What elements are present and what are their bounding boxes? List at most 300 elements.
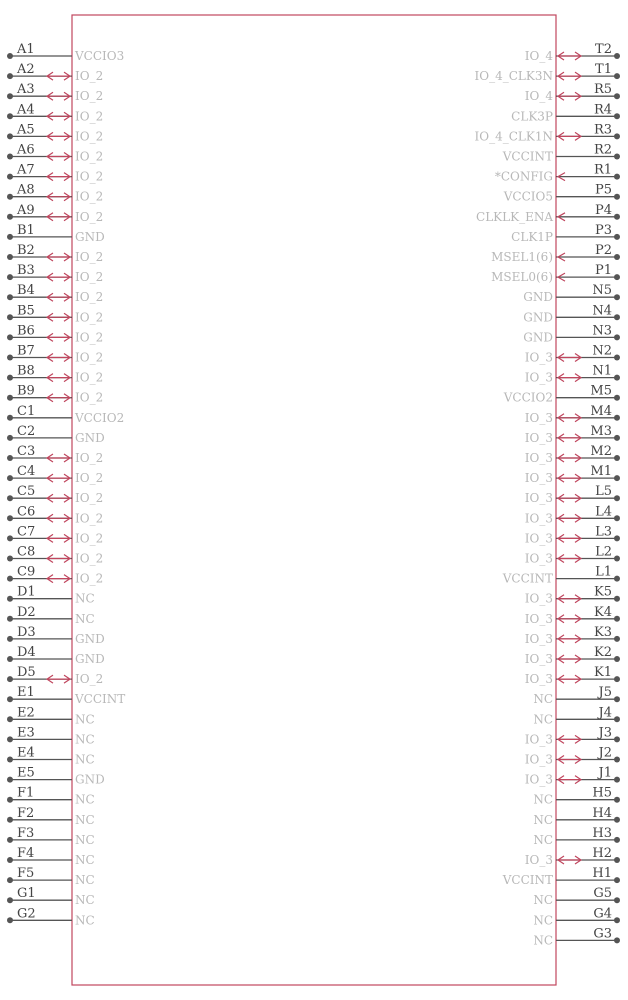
pin-right[interactable] [503, 384, 620, 405]
pin-right[interactable] [495, 163, 620, 184]
pin-number: L4 [595, 504, 612, 520]
pin-signal-label: NC [533, 712, 553, 727]
pin-left[interactable] [7, 866, 95, 887]
pin-left[interactable] [7, 143, 103, 164]
pin-number: B8 [17, 363, 35, 379]
bidirectional-arrow-icon [47, 193, 70, 201]
pin-number: C1 [17, 403, 36, 419]
pin-right[interactable] [525, 846, 620, 867]
pin-left[interactable] [7, 102, 103, 123]
pin-endpoint-dot [7, 334, 13, 340]
pin-endpoint-dot [614, 294, 620, 300]
bidirectional-arrow-icon [47, 374, 70, 382]
pin-signal-label: IO_4 [524, 49, 553, 63]
pin-endpoint-dot [614, 375, 620, 381]
pin-endpoint-dot [614, 133, 620, 139]
pin-left[interactable] [7, 524, 103, 545]
pin-number: R5 [593, 82, 612, 98]
pin-right[interactable] [511, 223, 620, 244]
pin-signal-label: GND [523, 290, 553, 305]
pin-right[interactable] [525, 424, 620, 445]
pin-number: D2 [17, 604, 36, 620]
pin-right[interactable] [533, 685, 620, 706]
pin-left[interactable] [7, 484, 103, 505]
pin-number: C6 [17, 504, 36, 520]
pin-right[interactable] [533, 806, 620, 827]
pin-signal-label: IO_4_CLK1N [474, 129, 553, 144]
pin-number: L2 [595, 544, 612, 560]
pin-number: D4 [17, 645, 36, 660]
pin-signal-label: NC [533, 792, 553, 807]
bidirectional-arrow-icon [558, 474, 581, 482]
pin-number: T2 [595, 42, 612, 57]
pin-endpoint-dot [7, 274, 13, 280]
pin-right[interactable] [475, 122, 620, 143]
pin-signal-label: IO_3 [524, 772, 553, 787]
pin-signal-label: IO_2 [75, 109, 104, 124]
pin-signal-label: IO_3 [524, 652, 553, 666]
bidirectional-arrow-icon [558, 615, 581, 623]
pin-signal-label: VCCINT [502, 149, 553, 164]
pin-signal-label: IO_3 [524, 551, 553, 566]
pin-right[interactable] [525, 484, 620, 505]
pin-number: H4 [592, 805, 612, 821]
pin-signal-label: NC [75, 853, 95, 867]
pin-signal-label: GND [75, 430, 105, 445]
pin-signal-label: IO_2 [75, 169, 104, 184]
pin-endpoint-dot [7, 535, 13, 541]
pin-signal-label: IO_2 [75, 451, 104, 465]
pin-signal-label: GND [75, 652, 105, 666]
pin-signal-label: IO_2 [75, 350, 104, 365]
pin-right[interactable] [511, 102, 620, 123]
pin-left[interactable] [7, 565, 103, 586]
bidirectional-arrow-icon [47, 153, 70, 161]
pin-right[interactable] [533, 906, 620, 927]
pin-number: B9 [17, 383, 35, 399]
pin-endpoint-dot [614, 616, 620, 622]
pin-signal-label: IO_2 [75, 89, 104, 104]
pin-signal-label: IO_2 [75, 189, 104, 204]
pin-left[interactable] [7, 806, 95, 827]
pin-right[interactable] [525, 746, 620, 767]
pin-left[interactable] [7, 786, 95, 807]
bidirectional-arrow-icon [47, 494, 70, 502]
pin-left[interactable] [7, 665, 103, 686]
pin-right[interactable] [502, 866, 620, 887]
pin-signal-label: NC [75, 591, 95, 606]
pin-signal-label: NC [75, 893, 95, 908]
pin-endpoint-dot [614, 53, 620, 59]
pin-number: C5 [17, 484, 36, 500]
pin-signal-label: IO_3 [524, 350, 553, 365]
bidirectional-arrow-icon [47, 253, 70, 261]
pin-left[interactable] [7, 705, 95, 726]
pin-number: C2 [17, 423, 36, 439]
pin-right[interactable] [533, 826, 620, 847]
pin-signal-label: GND [75, 772, 105, 787]
pin-right[interactable] [475, 62, 620, 83]
pin-left[interactable] [7, 846, 95, 867]
pin-endpoint-dot [7, 576, 13, 582]
pin-signal-label: VCCIO2 [503, 390, 553, 405]
pin-left[interactable] [7, 545, 103, 566]
pin-signal-label: IO_2 [75, 129, 104, 144]
pin-number: G1 [17, 886, 36, 902]
pin-number: A7 [17, 162, 35, 178]
bidirectional-arrow-icon [47, 72, 70, 80]
pin-number: A8 [17, 182, 35, 198]
pin-number: B2 [17, 243, 35, 258]
pin-endpoint-dot [7, 294, 13, 300]
bidirectional-arrow-icon [47, 394, 70, 402]
pin-number: J3 [598, 725, 612, 741]
bidirectional-arrow-icon [47, 112, 70, 120]
pin-left[interactable] [7, 183, 103, 204]
pin-right[interactable] [502, 143, 620, 164]
pin-left[interactable] [7, 203, 103, 224]
pin-number: J4 [598, 705, 612, 721]
pin-right[interactable] [525, 625, 620, 646]
pin-signal-label: GND [75, 631, 105, 646]
pin-right[interactable] [533, 886, 620, 907]
pin-right[interactable] [525, 524, 620, 545]
pin-endpoint-dot [614, 636, 620, 642]
pin-left[interactable] [7, 504, 103, 525]
pin-right[interactable] [525, 665, 620, 686]
pin-right[interactable] [525, 42, 620, 63]
pin-left[interactable] [7, 444, 103, 465]
pin-left[interactable] [7, 122, 103, 143]
pin-signal-label: IO_2 [75, 330, 104, 345]
pin-left[interactable] [7, 605, 95, 626]
pin-endpoint-dot [614, 355, 620, 361]
pin-right[interactable] [523, 323, 620, 344]
pin-right[interactable] [502, 565, 620, 586]
pin-left[interactable] [7, 906, 95, 927]
pin-right[interactable] [525, 545, 620, 566]
pin-endpoint-dot [614, 736, 620, 742]
pin-signal-label: *CONFIG [494, 169, 553, 184]
pin-endpoint-dot [7, 93, 13, 99]
pin-signal-label: IO_3 [524, 511, 553, 526]
bidirectional-arrow-icon [47, 92, 70, 100]
pin-endpoint-dot [614, 676, 620, 682]
pin-number: C8 [17, 544, 36, 560]
pin-endpoint-dot [7, 475, 13, 481]
pin-number: D3 [17, 624, 36, 640]
bidirectional-arrow-icon [558, 434, 581, 442]
pin-endpoint-dot [7, 817, 13, 823]
pin-number: D1 [17, 584, 36, 600]
pin-left[interactable] [7, 263, 103, 284]
pin-right[interactable] [523, 283, 620, 304]
pin-signal-label: NC [75, 712, 95, 727]
bidirectional-arrow-icon [558, 856, 581, 864]
pin-number: M3 [590, 423, 612, 439]
pin-number: N5 [592, 283, 612, 299]
pin-endpoint-dot [614, 194, 620, 200]
bidirectional-arrow-icon [47, 313, 70, 321]
pin-number: H2 [592, 846, 612, 861]
pin-endpoint-dot [7, 616, 13, 622]
bidirectional-arrow-icon [47, 575, 70, 583]
pin-right[interactable] [525, 585, 620, 606]
pin-endpoint-dot [614, 797, 620, 803]
pin-right[interactable] [525, 504, 620, 525]
pin-signal-label: NC [75, 732, 95, 747]
pin-endpoint-dot [7, 556, 13, 562]
pin-endpoint-dot [614, 897, 620, 903]
pin-endpoint-dot [7, 214, 13, 220]
pin-left[interactable] [7, 585, 95, 606]
pin-right[interactable] [525, 645, 620, 666]
pin-number: E3 [17, 725, 35, 741]
bidirectional-arrow-icon [558, 132, 581, 140]
pin-number: R1 [593, 162, 612, 178]
right-pin-group [475, 42, 620, 947]
pin-signal-label: NC [75, 913, 95, 928]
pin-endpoint-dot [7, 515, 13, 521]
pin-right[interactable] [533, 705, 620, 726]
pin-number: C3 [17, 444, 36, 459]
pin-signal-label: IO_2 [75, 310, 104, 325]
pin-signal-label: NC [533, 893, 553, 908]
bidirectional-arrow-icon [47, 173, 70, 181]
pin-left[interactable] [7, 886, 95, 907]
pin-left[interactable] [7, 42, 124, 63]
pin-endpoint-dot [614, 314, 620, 320]
pin-endpoint-dot [7, 656, 13, 662]
pin-endpoint-dot [7, 757, 13, 763]
pin-right[interactable] [523, 303, 620, 324]
pin-endpoint-dot [7, 174, 13, 180]
pin-right[interactable] [525, 605, 620, 626]
pin-number: J1 [598, 765, 612, 781]
pin-signal-label: NC [75, 812, 95, 827]
bidirectional-arrow-icon [47, 454, 70, 462]
pin-endpoint-dot [614, 917, 620, 923]
pin-number: K3 [594, 624, 612, 640]
pin-left[interactable] [7, 344, 103, 365]
pin-number: L3 [595, 524, 612, 540]
pin-left[interactable] [7, 424, 105, 445]
pin-right[interactable] [533, 786, 620, 807]
pin-right[interactable] [503, 183, 620, 204]
pin-signal-label: IO_2 [75, 149, 104, 164]
pin-endpoint-dot [7, 113, 13, 119]
pin-endpoint-dot [614, 656, 620, 662]
pin-signal-label: IO_4_CLK3N [474, 69, 553, 84]
pin-number: A3 [17, 82, 35, 98]
pin-signal-label: IO_2 [75, 471, 104, 486]
pin-left[interactable] [7, 766, 105, 787]
pin-left[interactable] [7, 163, 103, 184]
bidirectional-arrow-icon [47, 333, 70, 341]
pin-number: K5 [594, 584, 612, 600]
pin-endpoint-dot [614, 937, 620, 943]
pin-left[interactable] [7, 725, 95, 746]
pin-endpoint-dot [614, 174, 620, 180]
pin-endpoint-dot [614, 395, 620, 401]
pin-right[interactable] [525, 344, 620, 365]
pin-signal-label: NC [533, 692, 553, 707]
pin-signal-label: IO_3 [524, 451, 553, 465]
pin-right[interactable] [525, 82, 620, 103]
pin-number: B1 [17, 222, 35, 238]
pin-left[interactable] [7, 384, 103, 405]
pin-signal-label: IO_2 [75, 250, 104, 264]
pin-number: N1 [592, 363, 612, 379]
pin-right[interactable] [525, 464, 620, 485]
pin-endpoint-dot [614, 696, 620, 702]
pin-left[interactable] [7, 283, 103, 304]
bidirectional-arrow-icon [558, 354, 581, 362]
bidirectional-arrow-icon [47, 555, 70, 563]
pin-signal-label: IO_2 [75, 209, 104, 224]
pin-left[interactable] [7, 464, 103, 485]
pin-endpoint-dot [614, 877, 620, 883]
pin-number: M2 [590, 444, 612, 459]
pin-left[interactable] [7, 243, 103, 264]
bidirectional-arrow-icon [47, 675, 70, 683]
pin-endpoint-dot [7, 395, 13, 401]
pin-signal-label: CLKLK_ENA [476, 209, 553, 224]
pin-endpoint-dot [7, 415, 13, 421]
pin-right[interactable] [525, 766, 620, 787]
pin-signal-label: NC [75, 752, 95, 767]
pin-number: H3 [592, 825, 612, 841]
pin-endpoint-dot [7, 234, 13, 240]
pin-endpoint-dot [7, 314, 13, 320]
pin-number: K4 [594, 604, 612, 620]
pin-number: N3 [592, 323, 612, 339]
pin-endpoint-dot [7, 194, 13, 200]
pin-endpoint-dot [614, 455, 620, 461]
pin-signal-label: GND [523, 310, 553, 325]
pin-endpoint-dot [7, 53, 13, 59]
pin-endpoint-dot [7, 73, 13, 79]
pin-signal-label: IO_3 [524, 471, 553, 486]
pin-endpoint-dot [7, 355, 13, 361]
pin-endpoint-dot [614, 415, 620, 421]
pin-left[interactable] [7, 746, 95, 767]
pin-endpoint-dot [614, 254, 620, 260]
bidirectional-arrow-icon [558, 776, 581, 784]
pin-right[interactable] [525, 404, 620, 425]
bidirectional-arrow-icon [558, 52, 581, 60]
pin-right[interactable] [525, 725, 620, 746]
pin-left[interactable] [7, 685, 125, 706]
pin-endpoint-dot [614, 154, 620, 160]
pin-number: K1 [594, 665, 612, 681]
pin-right[interactable] [533, 926, 620, 947]
pin-left[interactable] [7, 404, 124, 425]
pin-signal-label: IO_3 [524, 732, 553, 747]
pin-number: R3 [593, 122, 612, 138]
pin-number: R4 [593, 102, 612, 118]
pin-endpoint-dot [614, 837, 620, 843]
pin-endpoint-dot [614, 757, 620, 763]
pin-signal-label: IO_2 [75, 270, 104, 285]
pin-number: B6 [17, 323, 35, 339]
bidirectional-arrow-icon [47, 213, 70, 221]
bidirectional-arrow-icon [47, 273, 70, 281]
bidirectional-arrow-icon [558, 414, 581, 422]
pin-signal-label: IO_2 [75, 551, 104, 566]
pin-endpoint-dot [614, 475, 620, 481]
pin-left[interactable] [7, 62, 103, 83]
pin-left[interactable] [7, 323, 103, 344]
pin-endpoint-dot [614, 817, 620, 823]
pin-left[interactable] [7, 82, 103, 103]
pin-endpoint-dot [7, 696, 13, 702]
pin-signal-label: IO_3 [524, 491, 553, 506]
bidirectional-arrow-icon [558, 735, 581, 743]
bidirectional-arrow-icon [558, 756, 581, 764]
pin-endpoint-dot [614, 234, 620, 240]
bidirectional-arrow-icon [558, 514, 581, 522]
bidirectional-arrow-icon [47, 474, 70, 482]
pin-right[interactable] [525, 444, 620, 465]
pin-left[interactable] [7, 364, 103, 385]
pin-right[interactable] [525, 364, 620, 385]
pin-number: B4 [17, 283, 35, 299]
pin-number: P5 [594, 182, 612, 198]
pin-endpoint-dot [7, 435, 13, 441]
bidirectional-arrow-icon [47, 132, 70, 140]
left-pin-group [7, 42, 125, 927]
bidirectional-arrow-icon [47, 293, 70, 301]
pin-endpoint-dot [7, 676, 13, 682]
pin-endpoint-dot [7, 254, 13, 260]
pin-endpoint-dot [7, 797, 13, 803]
pin-left[interactable] [7, 645, 105, 666]
pin-number: E2 [17, 705, 35, 721]
pin-signal-label: IO_2 [75, 370, 104, 385]
bidirectional-arrow-icon [558, 635, 581, 643]
pin-number: A2 [17, 62, 35, 78]
pin-left[interactable] [7, 625, 105, 646]
pin-number: A4 [17, 102, 35, 118]
bidirectional-arrow-icon [558, 534, 581, 542]
pin-number: D5 [17, 665, 36, 681]
pin-number: H5 [592, 785, 612, 801]
bidirectional-arrow-icon [558, 675, 581, 683]
pin-endpoint-dot [614, 576, 620, 582]
pin-signal-label: MSEL1(6) [491, 250, 553, 264]
pin-signal-label: VCCIO3 [75, 49, 125, 63]
pin-signal-label: CLK3P [511, 109, 553, 124]
pin-endpoint-dot [614, 515, 620, 521]
pin-number: T1 [595, 62, 612, 78]
pin-right[interactable] [476, 203, 620, 224]
pin-endpoint-dot [7, 837, 13, 843]
pin-left[interactable] [7, 303, 103, 324]
pin-number: M1 [590, 464, 612, 480]
pin-endpoint-dot [7, 133, 13, 139]
pin-signal-label: IO_3 [524, 672, 553, 687]
pin-left[interactable] [7, 223, 105, 244]
pin-endpoint-dot [614, 777, 620, 783]
pin-number: N2 [592, 343, 612, 359]
pin-left[interactable] [7, 826, 95, 847]
pin-endpoint-dot [614, 596, 620, 602]
pin-number: B7 [17, 343, 35, 359]
pin-signal-label: VCCIO5 [503, 189, 553, 204]
pin-signal-label: NC [533, 933, 553, 948]
pin-number: E5 [17, 765, 35, 781]
